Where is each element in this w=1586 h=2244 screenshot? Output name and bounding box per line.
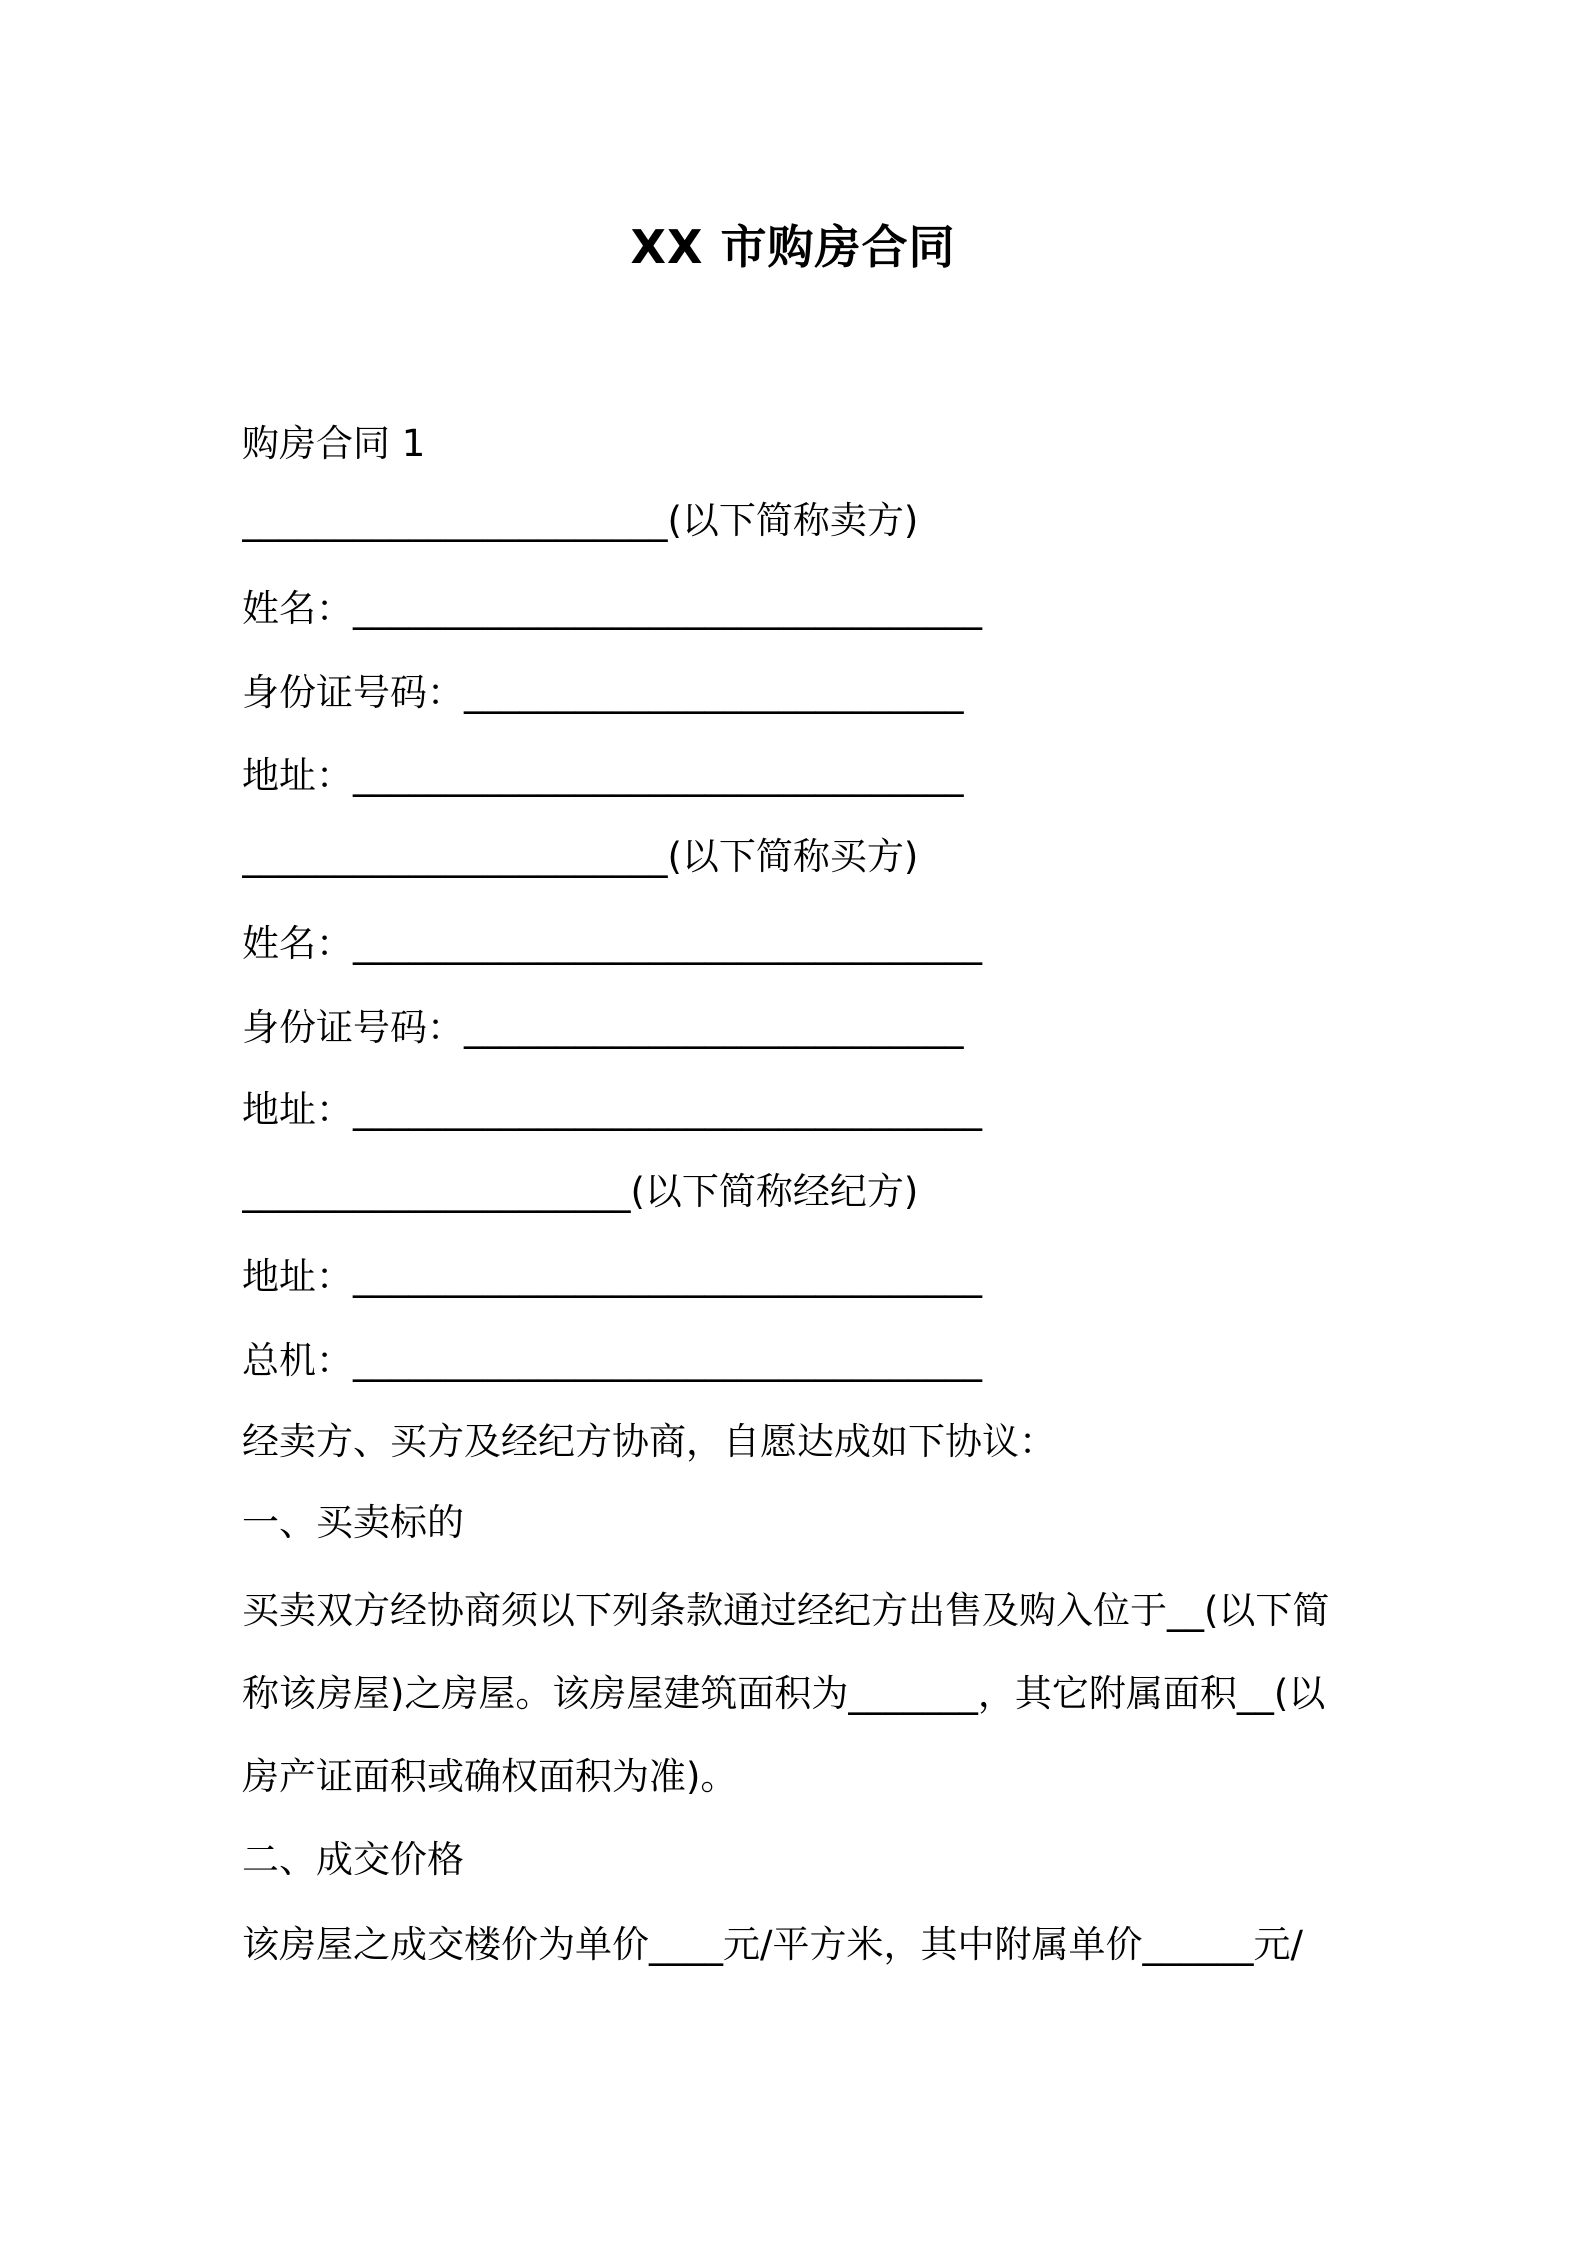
seller-party-line: _______________________(以下简称卖方) [242, 499, 919, 542]
seller-id-line: 身份证号码：___________________________ [242, 671, 964, 714]
buyer-id-line: 身份证号码：___________________________ [242, 1006, 964, 1049]
seller-name-line: 姓名：__________________________________ [242, 587, 982, 630]
agreement-intro: 经卖方、买方及经纪方协商，自愿达成如下协议： [242, 1420, 1056, 1463]
seller-address-line: 地址：_________________________________ [242, 754, 964, 797]
buyer-address-line: 地址：__________________________________ [242, 1088, 982, 1131]
section-heading-subject: 一、买卖标的 [242, 1501, 464, 1544]
section-heading-price: 二、成交价格 [242, 1838, 464, 1881]
agent-address-line: 地址：__________________________________ [242, 1255, 982, 1298]
buyer-party-line: _______________________(以下简称买方) [242, 835, 919, 878]
paragraph-line: 该房屋之成交楼价为单价____元/平方米，其中附属单价______元/ [242, 1923, 1303, 1966]
agent-phone-line: 总机：__________________________________ [242, 1339, 982, 1382]
contract-subtitle: 购房合同 1 [242, 422, 426, 465]
paragraph-line: 房产证面积或确权面积为准)。 [242, 1755, 738, 1798]
buyer-name-line: 姓名：__________________________________ [242, 922, 982, 965]
paragraph-line: 买卖双方经协商须以下列条款通过经纪方出售及购入位于__(以下简 [242, 1589, 1330, 1632]
agent-party-line: _____________________(以下简称经纪方) [242, 1170, 919, 1213]
paragraph-line: 称该房屋)之房屋。该房屋建筑面积为_______，其它附属面积__(以 [242, 1672, 1326, 1715]
document-title: XX 市购房合同 [630, 220, 956, 274]
